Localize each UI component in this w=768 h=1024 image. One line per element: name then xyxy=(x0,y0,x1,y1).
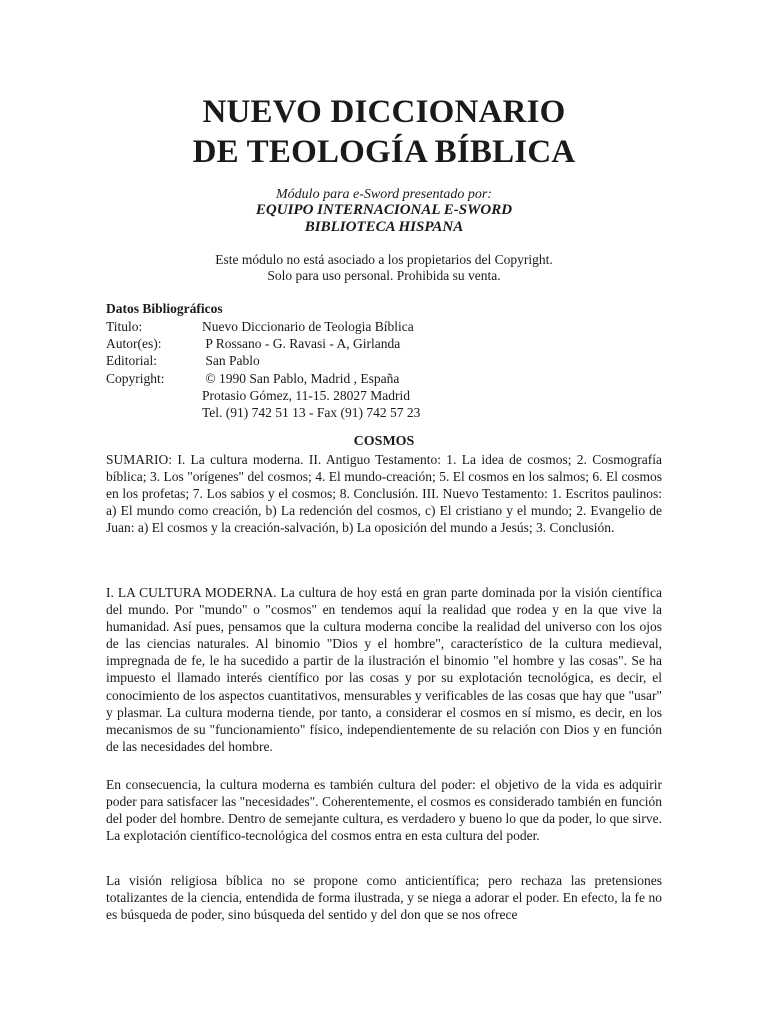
biblio-copyright-label: Copyright: xyxy=(106,371,165,386)
biblio-address: Protasio Gómez, 11-15. 28027 Madrid xyxy=(202,388,410,403)
article-paragraph: I. LA CULTURA MODERNA. La cultura de hoy está en gran parte dominada por la visión científica del mundo. Por "mundo" o "cosmos" en tendemos aquí la realidad que rodea y en la que vive la humanidad. Así pues, pensamos que la cultura moderna concibe la realidad del universo con los ojos de las ciencias naturales. Al binomio "Dios y el hombre", característico de la cultura medieval, impregnada de fe, le ha sucedido a partir de la ilustración el binomio "el hombre y las cosas". Se ha impuesto el llamado interés científico por las cosas y por su explotación tecnológica, es decir, el conocimiento de los aspectos cuantitativos, mensurables y verificables de las cosas que hay que "usar" y plasmar. La cultura moderna tiende, por tanto, a considerar el cosmos en sí mismo, es decir, en los mecanismos de su "funcionamiento" físico, independientemente de su relación con Dios y en función de las necesidades del hombre. xyxy=(106,585,662,754)
article-paragraph: En consecuencia, la cultura moderna es también cultura del poder: el objetivo de la vida es adquirir poder para satisfacer las "necesidades". Coherentemente, el cosmos es considerado también en función del poder del hombre. Dentro de semejante cultura, es verdadero y bueno lo que da poder, lo que sirve. La explotación científico-tecnológica del cosmos entra en esta cultura del poder. xyxy=(106,777,662,844)
biblio-phone: Tel. (91) 742 51 13 - Fax (91) 742 57 23 xyxy=(202,405,421,420)
biblio-copyright-value: © 1990 San Pablo, Madrid , España xyxy=(202,371,400,386)
biblio-title-value: Nuevo Diccionario de Teologia Bíblica xyxy=(202,319,414,334)
document-title-line-2: DE TEOLOGÍA BÍBLICA xyxy=(192,134,576,170)
biblio-editorial-value: San Pablo xyxy=(202,353,260,368)
article-summary: SUMARIO: I. La cultura moderna. II. Antiguo Testamento: 1. La idea de cosmos; 2. Cosmografía bíblica; 3. Los "orígenes" del cosmos; 4. El mundo-creación; 5. El cosmos en los salmos; 6. El cosmos en los profetas; 7. Los sabios y el cosmos; 8. Conclusión. III. Nuevo Testamento: 1. Escritos paulinos: a) El mundo como creación, b) La redención del cosmos, c) El cristiano y el mundo; 2. Evangelio de Juan: a) El cosmos y la creación-salvación, b) La oposición del mundo a Jesús; 3. Conclusión. xyxy=(106,452,662,536)
article-paragraph: La visión religiosa bíblica no se propone como anticientífica; pero rechaza las pretensiones totalizantes de la ciencia, entendida de forma ilustrada, y se niega a adorar el poder. En efecto, la fe no es búsqueda de poder, sino búsqueda del sentido y del don que se nos ofrece xyxy=(106,873,662,923)
article-heading: COSMOS xyxy=(353,434,415,449)
biblio-title-label: Titulo: xyxy=(106,319,143,334)
biblio-author-label: Autor(es): xyxy=(106,336,162,351)
biblio-author-value: P Rossano - G. Ravasi - A, Girlanda xyxy=(202,336,401,351)
document-title-line-1: NUEVO DICCIONARIO xyxy=(202,94,566,130)
module-intro: Módulo para e-Sword presentado por: xyxy=(276,187,492,202)
copyright-notice-line-2: Solo para uso personal. Prohibida su venta. xyxy=(267,268,501,283)
team-name-line-1: EQUIPO INTERNACIONAL E-SWORD xyxy=(255,202,513,218)
biblio-editorial-label: Editorial: xyxy=(106,353,157,368)
team-name-line-2: BIBLIOTECA HISPANA xyxy=(304,219,464,235)
copyright-notice-line-1: Este módulo no está asociado a los propietarios del Copyright. xyxy=(215,252,553,267)
bibliographic-data-heading: Datos Bibliográficos xyxy=(106,301,223,316)
